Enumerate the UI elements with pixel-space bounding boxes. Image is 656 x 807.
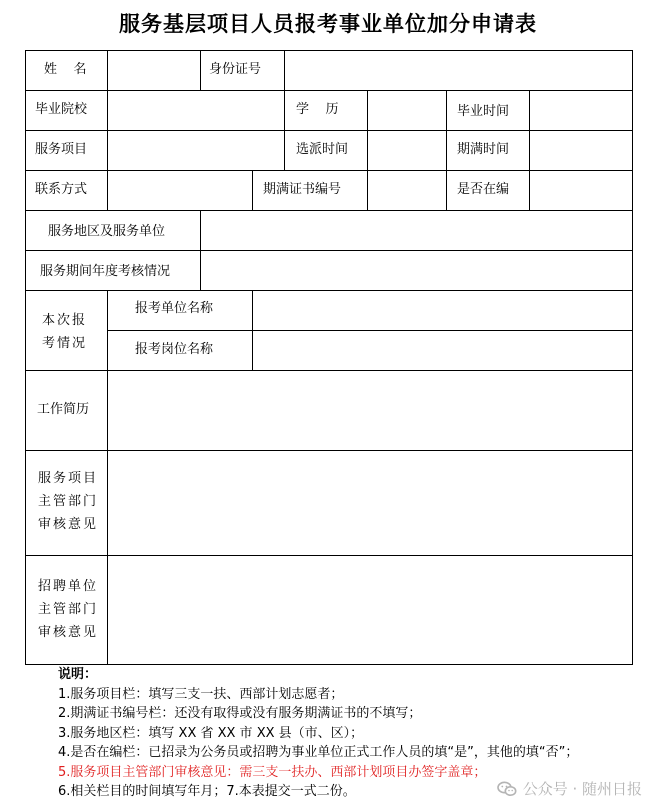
employer-review-opinion-label: 招聘单位 主管部门 审核意见	[38, 579, 99, 640]
instruction-item: 2.期满证书编号栏：还没有取得或没有服务期满证书的不填写；	[58, 706, 422, 721]
degree-label: 学 历	[296, 102, 339, 117]
service-project-label: 服务项目	[35, 142, 88, 157]
application-info-label: 本次报 考情况	[42, 313, 88, 351]
instruction-item: 6.相关栏目的时间填写年月；7.本表提交一式二份。	[58, 784, 356, 799]
name-label: 姓 名	[44, 62, 87, 77]
instruction-item-highlight: 5.服务项目主管部门审核意见：需三支一扶办、西部计划项目办签字盖章；	[58, 764, 487, 780]
certificate-number-label: 期满证书编号	[263, 182, 342, 197]
watermark-text: 公众号 · 随州日报	[522, 780, 642, 798]
page-title: 服务基层项目人员报考事业单位加分申请表	[119, 12, 537, 36]
annual-assessment-label: 服务期间年度考核情况	[40, 264, 171, 279]
instructions-heading: 说明：	[58, 667, 98, 682]
expiry-time-label: 期满时间	[457, 142, 510, 157]
graduation-time-label: 毕业时间	[457, 104, 510, 119]
contact-label: 联系方式	[35, 182, 88, 197]
position-name-label: 报考岗位名称	[135, 342, 214, 357]
in-staff-label: 是否在编	[457, 182, 510, 197]
dept-review-opinion-label: 服务项目 主管部门 审核意见	[38, 471, 99, 532]
watermark	[497, 778, 642, 799]
school-label: 毕业院校	[35, 102, 88, 117]
instruction-item: 1.服务项目栏：填写三支一扶、西部计划志愿者；	[58, 686, 344, 702]
work-resume-label: 工作简历	[37, 402, 90, 417]
service-region-label: 服务地区及服务单位	[48, 224, 166, 239]
dispatch-time-label: 选派时间	[296, 142, 349, 157]
wechat-icon	[497, 781, 517, 797]
employer-name-label: 报考单位名称	[135, 301, 214, 316]
instruction-item: 4.是否在编栏：已招录为公务员或招聘为事业单位正式工作人员的填“是”，其他的填“否”；	[58, 745, 579, 760]
id-number-label: 身份证号	[209, 62, 262, 77]
instruction-item: 3.服务地区栏：填写 XX 省 XX 市 XX 县（市、区）；	[58, 725, 364, 741]
